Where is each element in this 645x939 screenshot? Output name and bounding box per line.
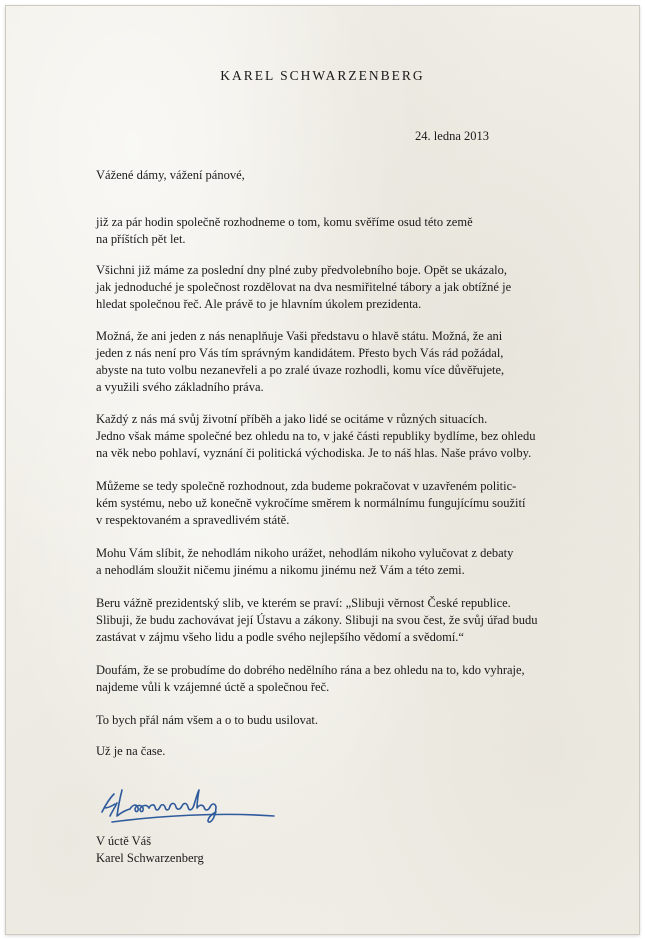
paragraph-line: jeden z nás není pro Vás tím správným kandidátem. Přesto bych Vás rád požádal, [96, 346, 504, 360]
paragraph-line: na věk nebo pohlaví, vyznání či politická východiska. Je to náš hlas. Naše právo volby. [96, 446, 532, 460]
closing-phrase: V úctě Váš [96, 834, 152, 848]
paragraph-line: Beru vážně prezidentský slib, ve kterém se praví: „Slibuji věrnost České republice. [96, 596, 511, 610]
paragraph-line: abyste na tuto volbu nezanevřeli a po zralé úvaze rozhodli, komu více důvěřujete, [96, 363, 505, 377]
paragraph-line: Slibuji, že budu zachovávat její Ústavu a zákony. Slibuji na svou čest, že svůj úřad budu [96, 613, 538, 627]
paragraph-line: Možná, že ani jeden z nás nenaplňuje Vaši představu o hlavě státu. Možná, že ani [96, 329, 503, 343]
letterhead: KAREL SCHWARZENBERG [220, 68, 425, 83]
paragraph-line: Už je na čase. [96, 744, 166, 758]
paragraph-line: a využili svého základního práva. [96, 380, 264, 394]
closing-block [96, 833, 204, 867]
paragraph-line: hledat společnou řeč. Ale právě to je hlavním úkolem prezidenta. [96, 297, 422, 311]
paragraph-line: Každý z nás má svůj životní příběh a jako lidé se ocitáme v různých situacích. [96, 412, 488, 426]
paragraph-line: kém systému, nebo už konečně vykročíme směrem k normálnímu fungujícímu soužití [96, 496, 526, 510]
letter-sheet [5, 5, 640, 935]
paragraph-line: jak jednoduché je společnost rozdělovat na dva nesmiřitelné tábory a jak obtížné je [96, 280, 512, 294]
handwritten-signature [98, 782, 278, 832]
paragraph-7 [96, 595, 576, 646]
paragraph-6 [96, 545, 576, 579]
paragraph-line: Doufám, že se probudíme do dobrého nedělního rána a bez ohledu na to, kdo vyhraje, [96, 663, 525, 677]
signatory-name: Karel Schwarzenberg [96, 851, 204, 865]
paragraph-line: Všichni již máme za poslední dny plné zuby předvolebního boje. Opět se ukázalo, [96, 263, 507, 277]
paragraph-10 [96, 743, 576, 760]
paragraph-3 [96, 328, 576, 396]
paragraph-4 [96, 411, 576, 462]
salutation: Vážené dámy, vážení pánové, [96, 168, 245, 182]
paragraph-line: Mohu Vám slíbit, že nehodlám nikoho urážet, nehodlám nikoho vylučovat z debaty [96, 546, 514, 560]
paragraph-8 [96, 662, 576, 696]
paragraph-1 [96, 214, 576, 248]
paragraph-line: již za pár hodin společně rozhodneme o tom, komu svěříme osud této země [96, 215, 473, 229]
letter-date: 24. ledna 2013 [415, 129, 489, 143]
paragraph-line: najdeme vůli k vzájemné úctě a společnou řeč. [96, 680, 330, 694]
paragraph-line: a nehodlám sloužit ničemu jinému a nikomu jinému než Vám a této zemi. [96, 563, 465, 577]
paragraph-2 [96, 262, 576, 313]
paragraph-line: Jedno však máme společné bez ohledu na to, v jaké části republiky bydlíme, bez ohledu [96, 429, 536, 443]
paragraph-line: v respektovaném a spravedlivém státě. [96, 513, 290, 527]
paragraph-line: Můžeme se tedy společně rozhodnout, zda budeme pokračovat v uzavřeném politic- [96, 479, 517, 493]
paragraph-5 [96, 478, 576, 529]
paragraph-9 [96, 712, 576, 729]
paragraph-line: To bych přál nám všem a o to budu usilovat. [96, 713, 319, 727]
paragraph-line: zastávat v zájmu všeho lidu a podle svého nejlepšího vědomí a svědomí.“ [96, 630, 464, 644]
paragraph-line: na příštích pět let. [96, 232, 186, 246]
